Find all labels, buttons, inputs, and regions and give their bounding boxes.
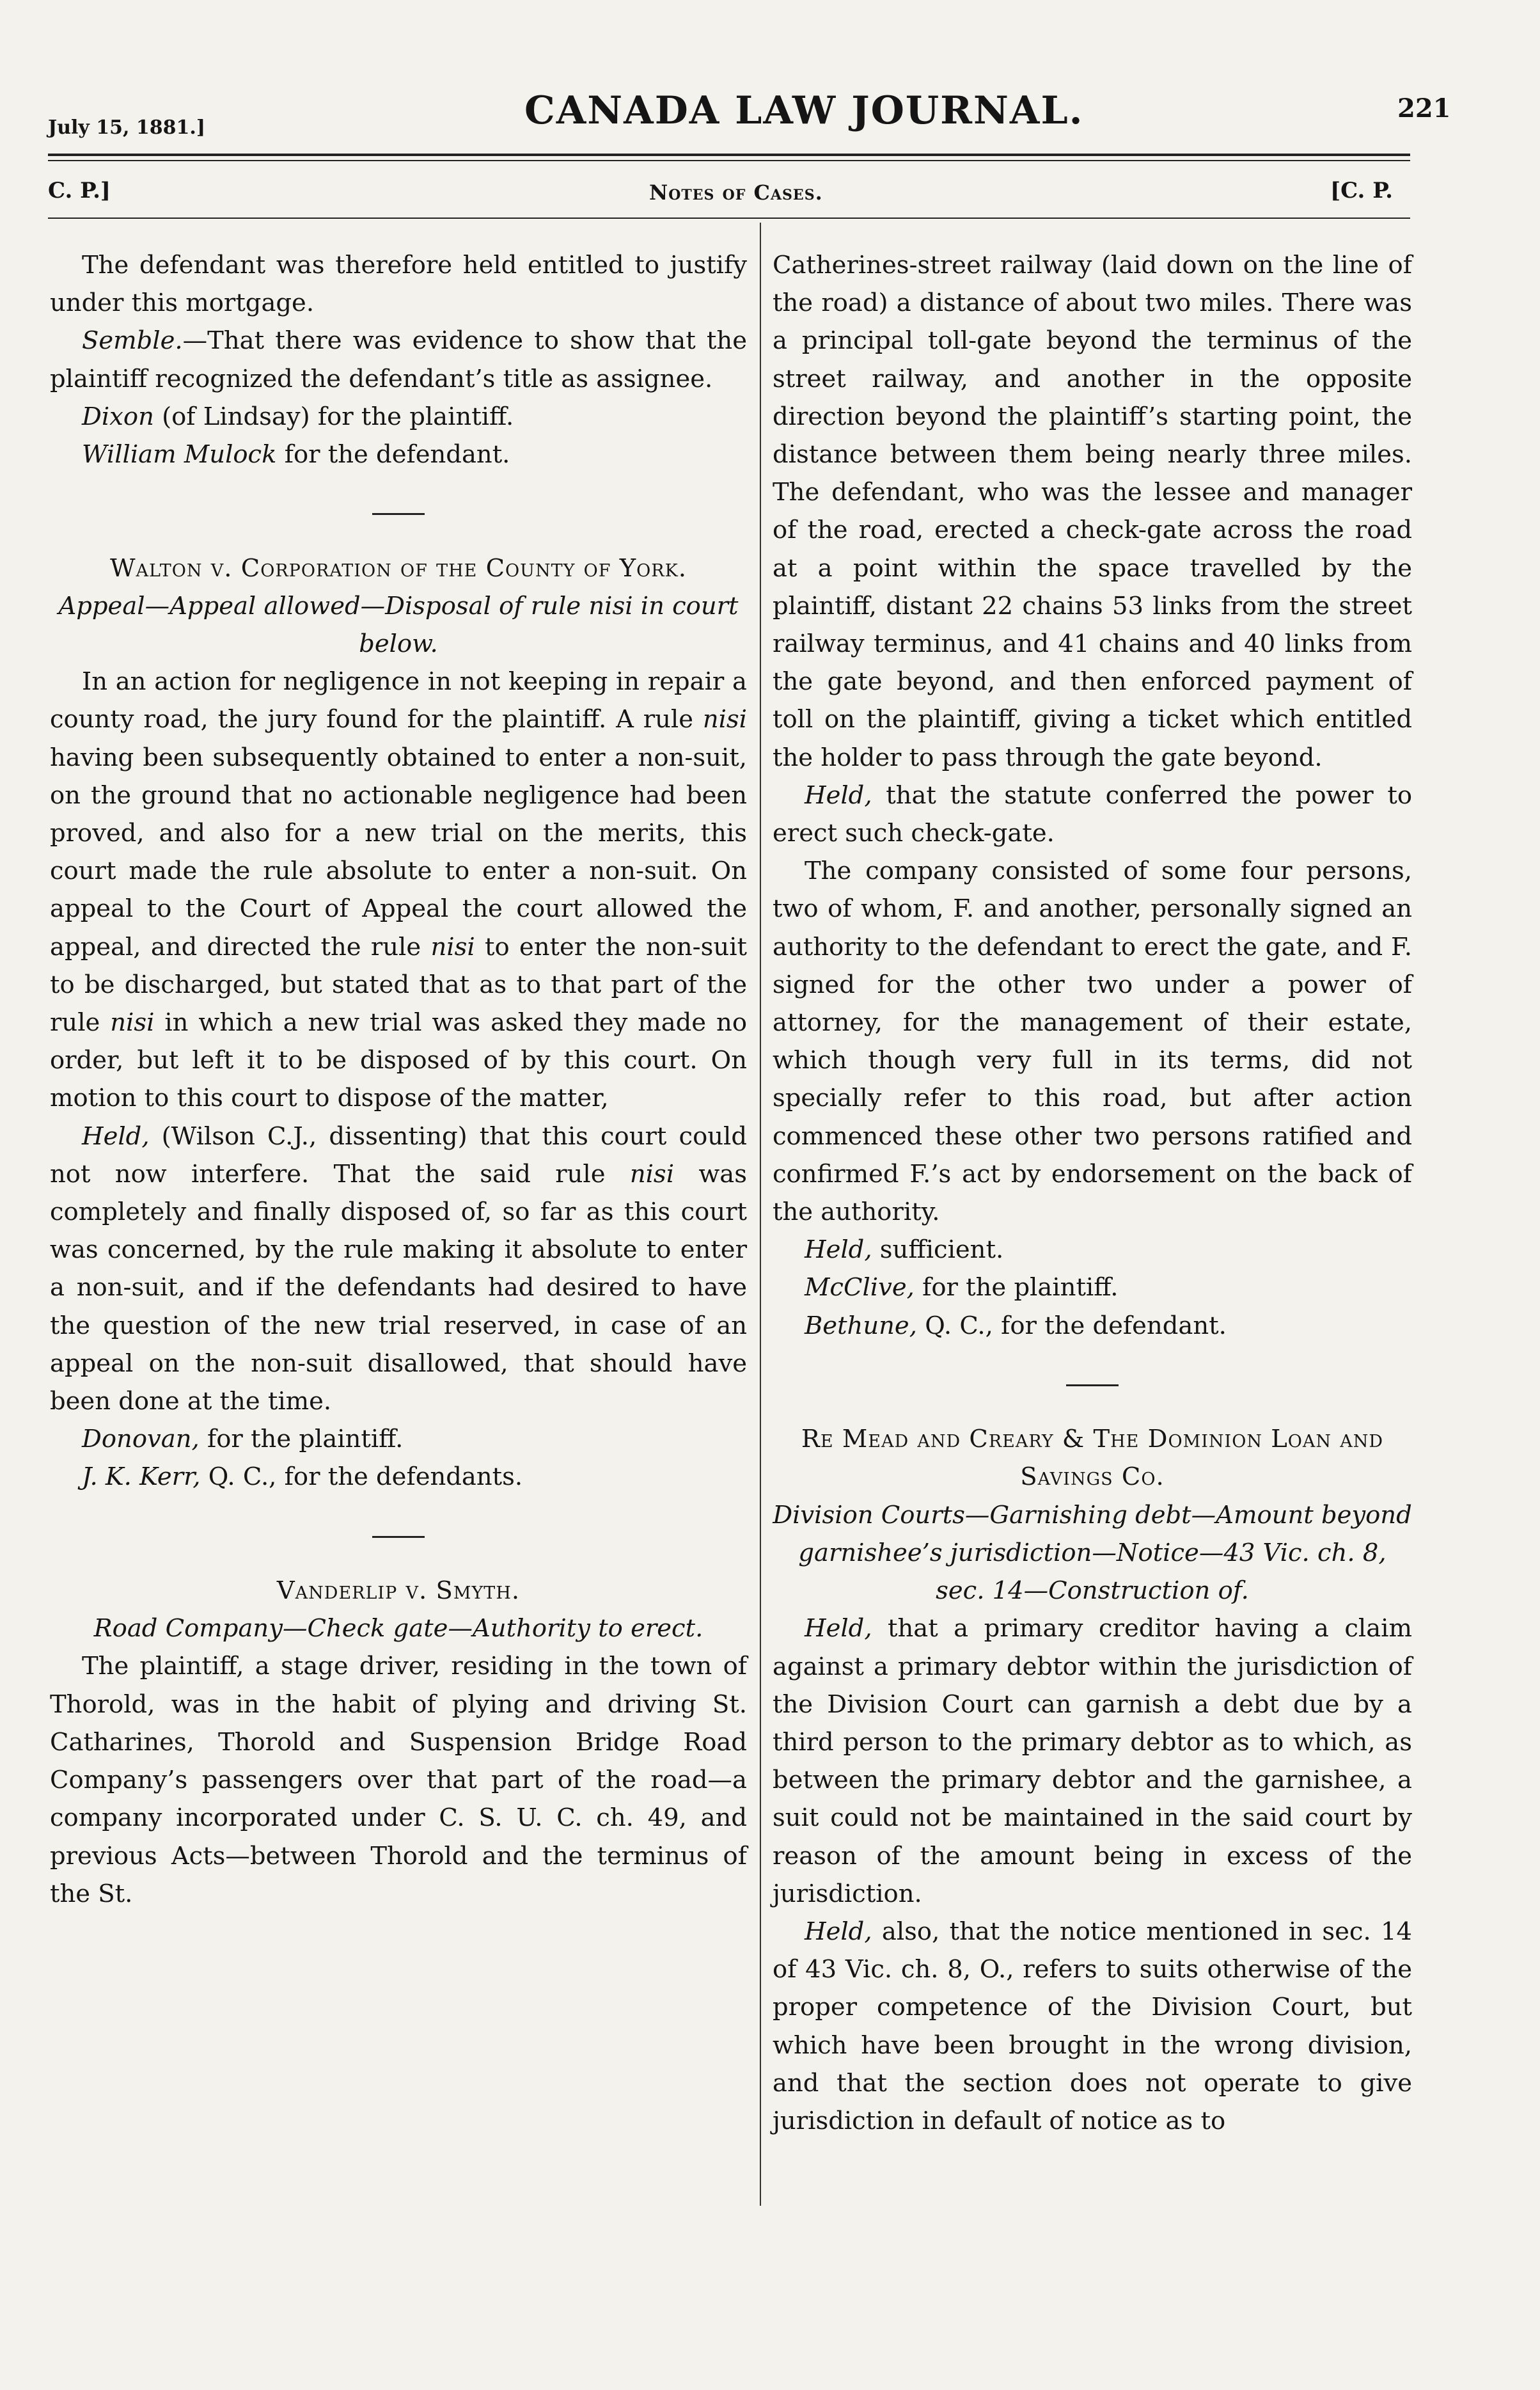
counsel-text: for the plaintiff.: [199, 1425, 404, 1454]
text-run: that a primary creditor having a claim against a primary debtor within the jurisdiction of the Division Court can garnish a debt due by a third person to the primary debtor as to which, as between the primary debtor and the garnishee, a suit could not be maintained in the said court by reason of the amount being in excess of the jurisdiction.: [773, 1614, 1412, 1908]
counsel-text: for the defendant.: [276, 440, 510, 470]
counsel-text: (of Lindsay) for the plaintiff.: [153, 402, 514, 431]
text-run: (Wilson C.J., dissenting) that this court could not now interfere. That the said rule: [50, 1121, 747, 1189]
text-run: in which a new trial was asked they made no order, but left it to be disposed of by this court. On motion to this court to dispose of the matter,: [50, 1008, 747, 1113]
section-rule: [48, 218, 1410, 219]
header-rule-thin: [48, 160, 1410, 161]
paragraph-held: [50, 1118, 747, 1421]
column-divider: [760, 223, 761, 2206]
case-subtitle: Appeal—Appeal allowed—Disposal of rule nisi in court below.: [58, 591, 739, 659]
text-run: having been subsequently obtained to enter a non-suit, on the ground that no actionable negligence had been proved, and also for a new trial on the merits, this court made the rule absolute to enter a non-suit. On appeal to the Court of Appeal the court allowed the appeal, and directed the rule: [50, 743, 747, 962]
text-run: sufficient.: [872, 1235, 1004, 1265]
paragraph: The company consisted of some four persons, two of whom, F. and another, personally signed an authority to the defendant to erect the gate, and F. signed for the other two under a power of attorney, for the management of their estate, which though very full in its terms, did not specially refer to this road, but after action commenced these other two persons ratified and confirmed F.’s act by endorsement on the back of the authority.: [773, 857, 1412, 1227]
counsel-name: Bethune,: [805, 1311, 917, 1340]
text-run-italic: nisi: [110, 1008, 155, 1038]
held-label: Held,: [805, 1235, 872, 1265]
case-subtitle: Road Company—Check gate—Authority to erect.: [93, 1614, 703, 1643]
semble-text: —That there was evidence to show that the plaintiff recognized the defendant’s title as assignee.: [50, 326, 747, 393]
case-subtitle: Division Courts—Garnishing debt—Amount beyond garnishee’s jurisdiction—Notice—43 Vic. ch. 8, sec. 14—Construction of.: [773, 1500, 1412, 1606]
page-number: 221: [1397, 93, 1451, 123]
journal-title: CANADA LAW JOURNAL.: [524, 88, 1084, 133]
counsel-name: William Mulock: [82, 440, 277, 470]
counsel-name: Donovan,: [82, 1425, 200, 1454]
held-label: Held,: [805, 780, 872, 810]
text-run-italic: nisi: [430, 932, 475, 962]
case-title: Re Mead and Creary & The Dominion Loan and Savings Co.: [801, 1425, 1384, 1492]
section-separator: [773, 1345, 1412, 1420]
paragraph: Catherines-street railway (laid down on the line of the road) a distance of about two miles. There was a principal toll-gate beyond the terminus of the street railway, and another in the opposite direction beyond the plaintiff’s starting point, the distance between them being nearly three miles. The defendant, who was the lessee and manager of the road, erected a check-gate across the road at a point within the space travelled by the plaintiff, distant 22 chains 53 links from the street railway terminus, and 41 chains and 40 links from the gate beyond, and then enforced payment of toll on the plaintiff, giving a ticket which entitled the holder to pass through the gate beyond.: [773, 251, 1412, 772]
semble-label: Semble.: [82, 326, 183, 356]
section-title: Notes of Cases.: [649, 180, 823, 205]
counsel-line: [50, 436, 747, 473]
case-title: Vanderlip v. Smyth.: [276, 1576, 521, 1606]
section-separator: [50, 1496, 747, 1572]
text-run-italic: nisi: [629, 1159, 675, 1189]
counsel-line: [773, 1307, 1412, 1345]
counsel-text: Q. C., for the defendant.: [916, 1311, 1227, 1340]
counsel-text: Q. C., for the defendants.: [200, 1462, 523, 1492]
counsel-name: Dixon: [82, 402, 154, 431]
text-run: also, that the notice mentioned in sec. 14 of 43 Vic. ch. 8, O., refers to suits otherwise of the proper competence of the Division Court, but which have been brought in the wrong division, and that the section does not operate to give jurisdiction in default of notice as to: [773, 1917, 1412, 2135]
text-run: that the statute conferred the power to erect such check-gate.: [773, 780, 1412, 848]
text-run: was completely and finally disposed of, so far as this court was concerned, by the rule making it absolute to enter a non-suit, and if the defendants had desired to have the question of the new trial reserved, in case of an appeal on the non-suit disallowed, that should have been done at the time.: [50, 1159, 748, 1416]
counsel-text: for the plaintiff.: [914, 1273, 1119, 1302]
paragraph: The plaintiff, a stage driver, residing in the town of Thorold, was in the habit of plying and driving St. Catharines, Thorold and Suspension Bridge Road Company’s passengers over that part of the road—a company incorporated under C. S. U. C. ch. 49, and previous Acts—between Thorold and the terminus of the St.: [50, 1652, 747, 1908]
counsel-line: [50, 1458, 747, 1496]
case-title: Walton v. Corporation of the County of York.: [109, 553, 688, 583]
text-run: to enter the non-suit to be discharged, but stated that as to that part of the rule: [50, 932, 748, 1038]
counsel-line: [50, 1420, 747, 1458]
section-label-right: [C. P.: [1330, 178, 1393, 203]
counsel-name: J. K. Kerr,: [82, 1462, 201, 1492]
paragraph-held: [773, 1231, 1412, 1269]
held-label: Held,: [82, 1121, 150, 1151]
counsel-line: [773, 1269, 1412, 1306]
paragraph-held: [773, 1610, 1412, 1913]
text-run: In an action for negligence in not keeping in repair a county road, the jury found for the plaintiff. A rule: [50, 667, 747, 734]
header-date: July 15, 1881.]: [48, 116, 206, 139]
held-label: Held,: [805, 1614, 872, 1643]
paragraph-semble: [50, 322, 747, 397]
counsel-line: [50, 398, 747, 436]
text-run-italic: nisi: [702, 705, 747, 734]
section-separator: [50, 473, 747, 549]
held-label: Held,: [805, 1917, 872, 1946]
left-column: [50, 246, 747, 1913]
section-label-left: C. P.]: [48, 178, 111, 203]
right-column: [773, 246, 1412, 2140]
counsel-name: McClive,: [805, 1273, 915, 1302]
paragraph-held: [773, 1913, 1412, 2140]
paragraph: [50, 663, 747, 1117]
header-rule: [48, 154, 1410, 156]
paragraph: The defendant was therefore held entitled to justify under this mortgage.: [50, 251, 747, 318]
paragraph-held: [773, 777, 1412, 852]
